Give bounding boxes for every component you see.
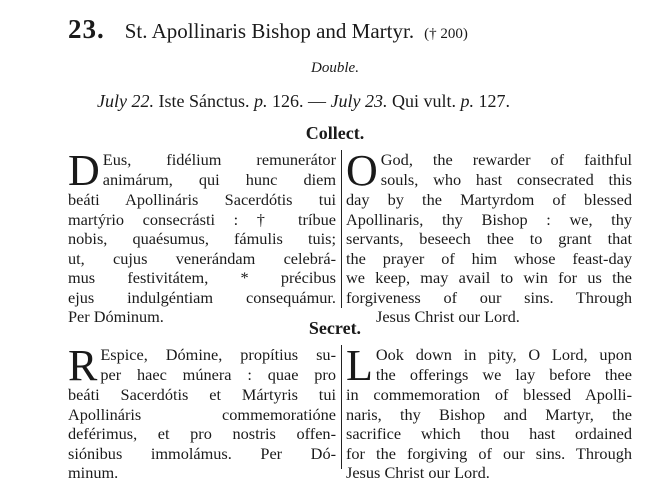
secret-column-divider (341, 345, 342, 469)
collect-latin-line: Eus, fidélium remunerátor (102, 150, 336, 169)
secret-latin (68, 341, 336, 483)
secret-english-line: for the forgiving of our sins. Through (346, 443, 632, 463)
collect-english-line: Apollinaris, thy Bishop : we, thy (346, 209, 632, 229)
collect-heading: Collect. (305, 123, 365, 143)
secret-latin-line: per haec múnera : quae pro (100, 364, 336, 384)
page-abbrev-1: p. (253, 91, 268, 111)
secret-heading: Secret. (308, 318, 362, 338)
collect-latin-line: Per Dóminum. (68, 307, 164, 326)
collect-latin-line: nobis, quaésumus, fámulis tuis; (68, 229, 336, 248)
collect-english-line: forgiveness of our sins. Through (346, 287, 632, 307)
collect-latin-line: ejus indulgéntiam consequámur. (68, 287, 336, 307)
secret-english (346, 341, 632, 483)
secret-latin-line: beáti Sacerdótis et Mártyris tui (68, 385, 336, 404)
secret-latin-line: minum. (68, 463, 119, 482)
feast-title: St. Apollinaris Bishop and Martyr. (124, 19, 415, 43)
secret-latin-line: deférimus, et pro nostris offen- (68, 424, 336, 443)
collect-english-line: souls, who hast consecrated this (380, 169, 632, 189)
ref-page-2: 127. (473, 91, 510, 111)
feast-number: 23. (68, 14, 105, 44)
collect-latin-line: martýrio consecrásti : † tríbue (68, 209, 336, 229)
secret-latin-dropcap: R (68, 341, 98, 390)
secret-english-dropcap: L (346, 341, 373, 390)
secret-english-line: naris, thy Bishop and Martyr, the (346, 404, 632, 424)
proper-references (97, 91, 510, 112)
collect-english-line: we keep, may avail to win for us the (346, 268, 632, 287)
collect-english-line: the prayer of him whose feast-day (346, 248, 632, 268)
secret-latin-line: Apollináris commemoratióne (68, 404, 336, 424)
collect-english-line: God, the rewarder of faithful (380, 150, 632, 169)
secret-english-line: sacrifice which thou hast ordained (346, 424, 632, 443)
collect-english-line: day by the Martyrdom of blessed (346, 190, 632, 209)
date-july-22: July 22. (97, 91, 154, 111)
ref-text-1: Iste Sánctus. (153, 91, 254, 111)
feast-header (68, 14, 648, 50)
collect-english-line: Jesus Christ our Lord. (376, 307, 520, 326)
ref-text-2: Qui vult. (387, 91, 461, 111)
collect-latin-line: beáti Apollináris Sacerdótis tui (68, 190, 336, 209)
secret-english-line: the offerings we lay before thee (375, 364, 632, 384)
secret-latin-line: Espice, Dómine, propítius su- (100, 345, 336, 364)
date-july-23: July 23. (330, 91, 388, 111)
collect-latin-dropcap: D (68, 146, 100, 195)
collect-column-divider (341, 150, 342, 308)
secret-english-line: Ook down in pity, O Lord, upon (375, 345, 632, 364)
collect-english-dropcap: O (346, 146, 378, 195)
secret-english-line: in commemoration of blessed Apolli- (346, 385, 632, 404)
ref-page-1: 126. — (267, 91, 331, 111)
collect-english (346, 146, 632, 327)
secret-latin-line: siónibus immolámus. Per Dó- (68, 443, 336, 463)
collect-latin-line: mus festivitátem, * précibus (68, 268, 336, 287)
collect-english-line: servants, beseech thee to grant that (346, 229, 632, 248)
death-year: († 200) (424, 26, 468, 42)
page-abbrev-2: p. (460, 91, 474, 111)
collect-latin (68, 146, 336, 327)
feast-rank: Double. (311, 60, 359, 76)
collect-latin-line: ut, cujus venerándam celebrá- (68, 248, 336, 268)
collect-latin-line: animárum, qui hunc diem (102, 169, 336, 189)
secret-english-line: Jesus Christ our Lord. (346, 463, 490, 482)
